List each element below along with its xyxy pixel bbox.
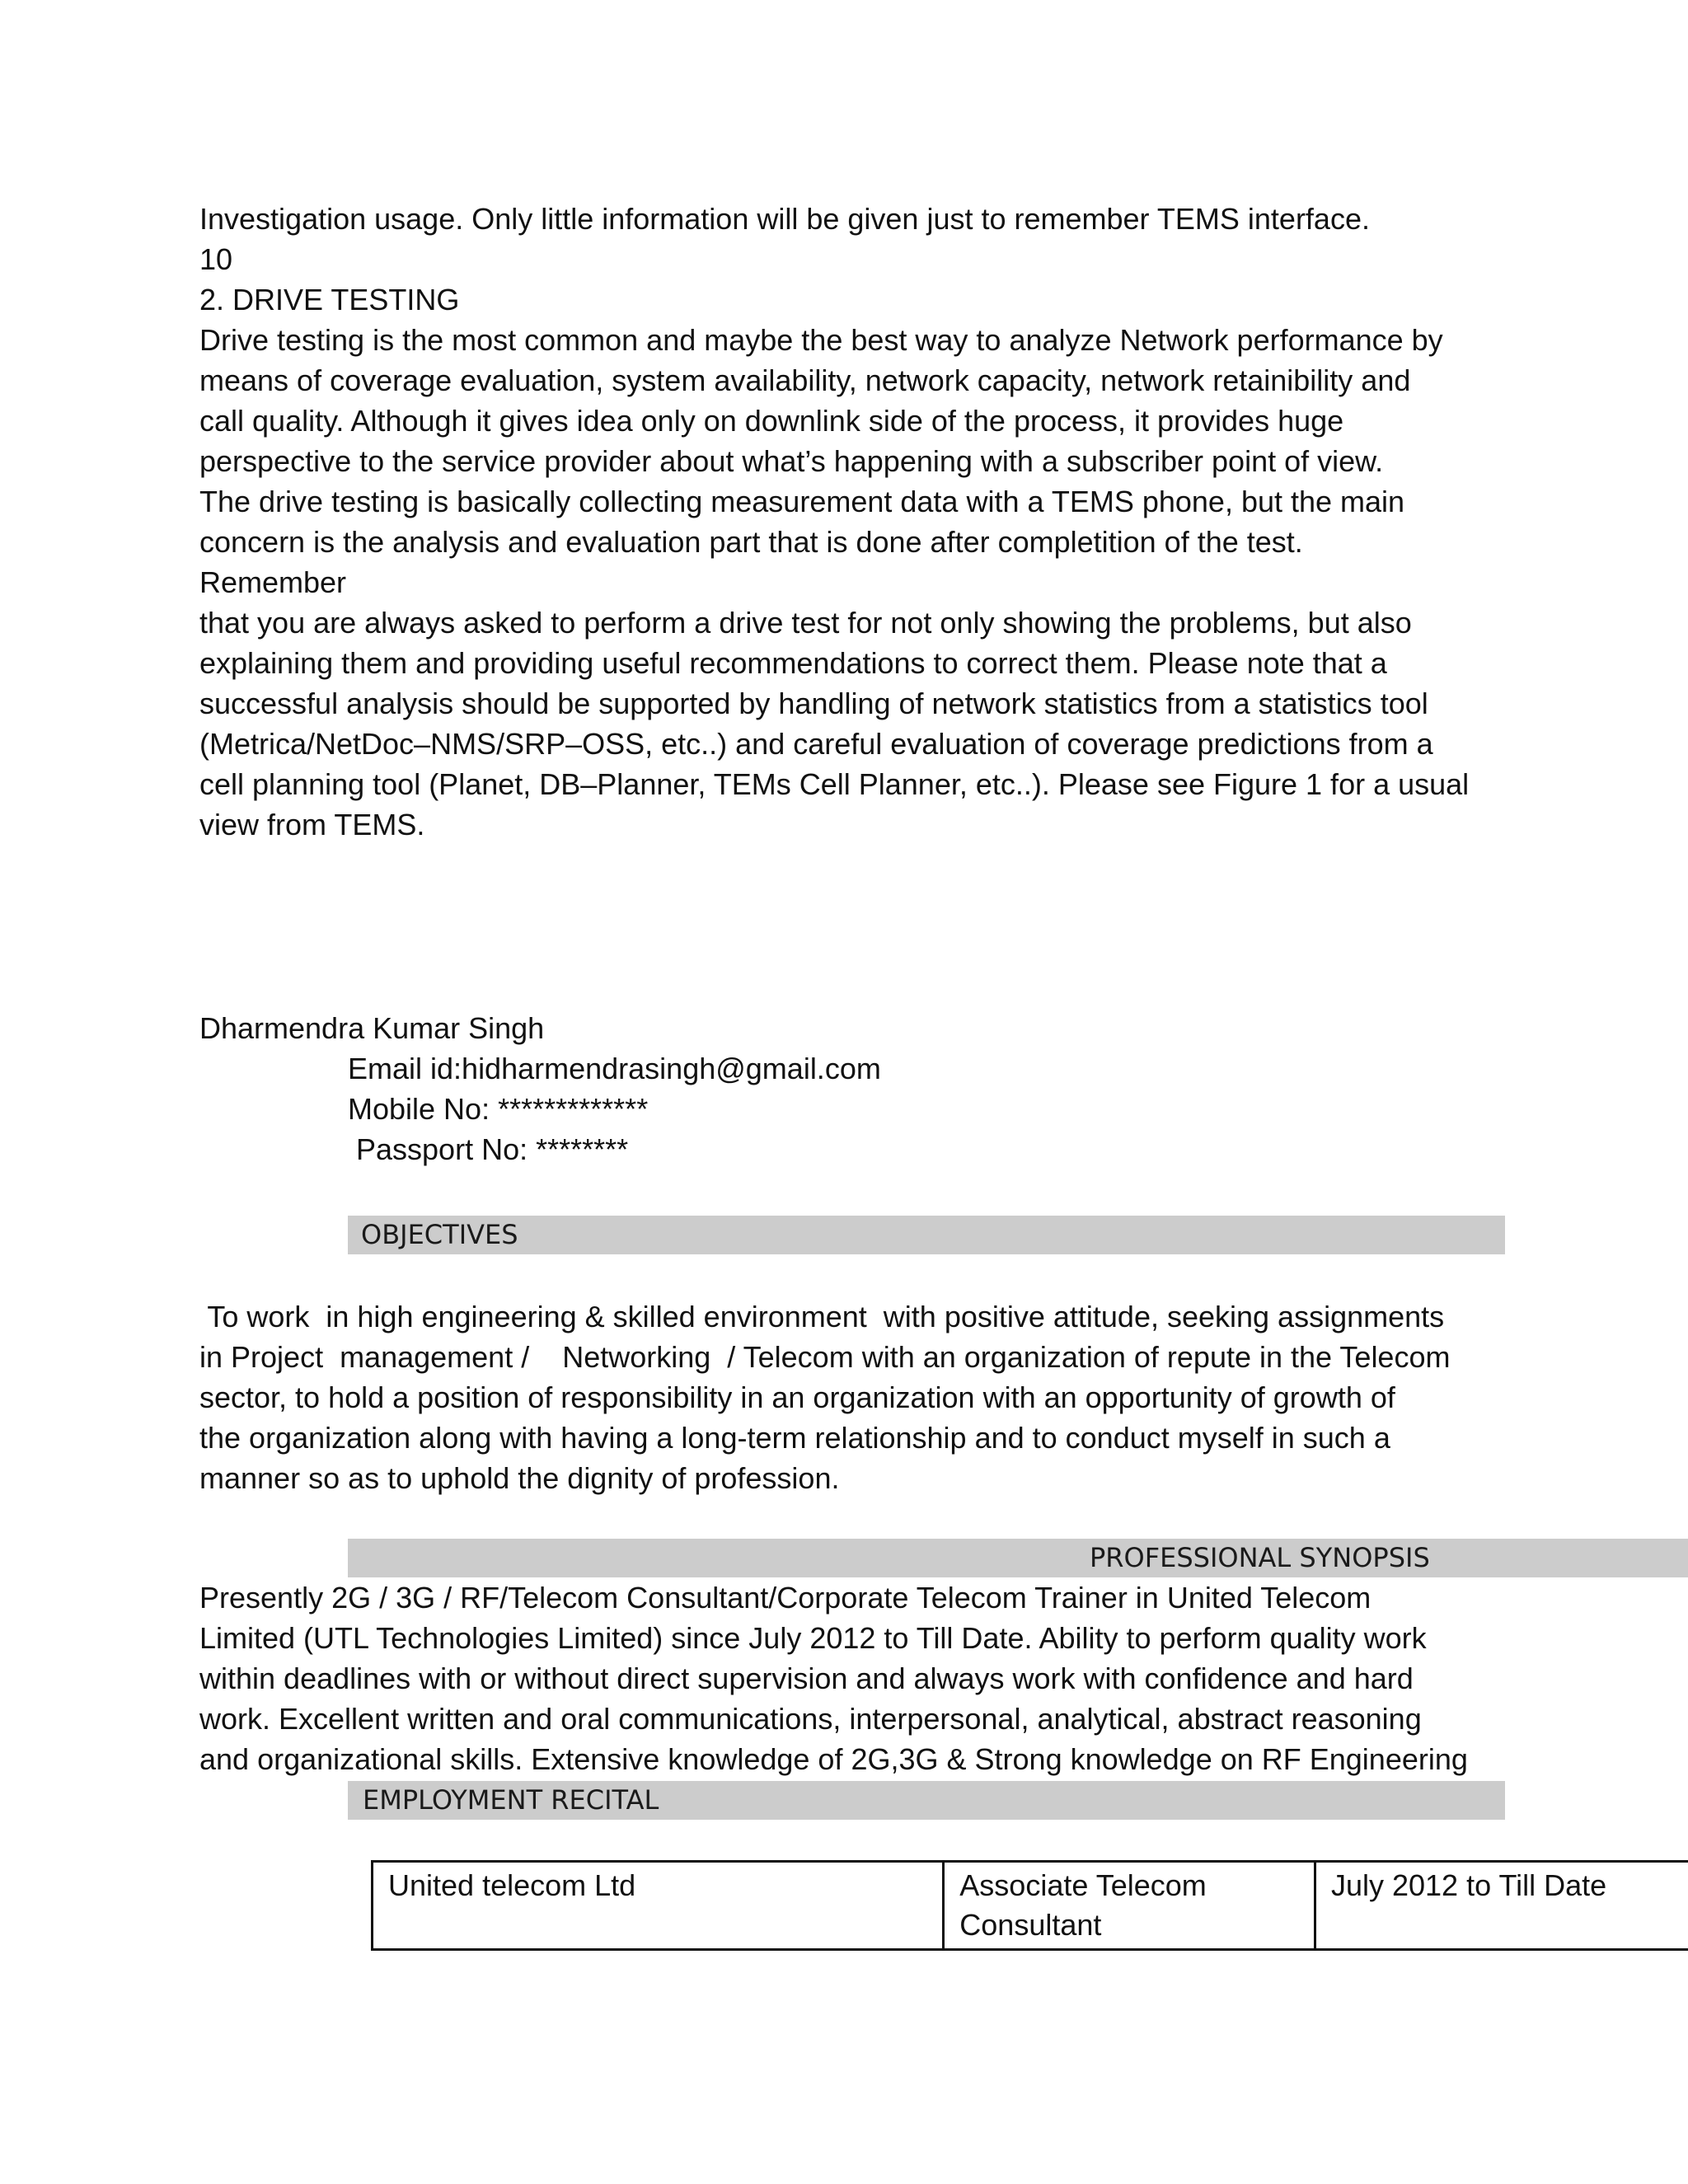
paragraph-line: manner so as to uphold the dignity of profession. bbox=[199, 1461, 840, 1495]
paragraph-line: Remember bbox=[199, 565, 347, 599]
period-cell: July 2012 to Till Date bbox=[1315, 1862, 1688, 1950]
contact-email: Email id:hidharmendrasingh@gmail.com bbox=[348, 1052, 881, 1085]
section-heading-drive-testing: 2. DRIVE TESTING bbox=[199, 283, 460, 316]
paragraph-line: means of coverage evaluation, system availability, network capacity, network retainibility and bbox=[199, 363, 1411, 397]
employment-table bbox=[371, 1860, 1688, 1951]
page-number: 10 bbox=[199, 242, 233, 276]
contact-name: Dharmendra Kumar Singh bbox=[199, 1011, 545, 1045]
contact-passport: Passport No: ******** bbox=[356, 1132, 629, 1166]
synopsis-paragraph bbox=[199, 1577, 1502, 1779]
professional-synopsis-header: PROFESSIONAL SYNOPSIS bbox=[348, 1539, 1688, 1577]
paragraph-line: Presently 2G / 3G / RF/Telecom Consultant/Corporate Telecom Trainer in United Telecom bbox=[199, 1581, 1372, 1615]
paragraph-line: the organization along with having a long-term relationship and to conduct myself in such a bbox=[199, 1421, 1390, 1455]
paragraph-line: To work in high engineering & skilled environment with positive attitude, seeking assignments bbox=[199, 1300, 1445, 1333]
contact-mobile: Mobile No: ************* bbox=[348, 1092, 649, 1126]
paragraph-line: in Project management / Networking / Telecom with an organization of repute in the Telecom bbox=[199, 1340, 1451, 1374]
paragraph-line: sector, to hold a position of responsibility in an organization with an opportunity of growth of bbox=[199, 1380, 1395, 1414]
objectives-header: OBJECTIVES bbox=[348, 1216, 1505, 1254]
paragraph-line: work. Excellent written and oral communications, interpersonal, analytical, abstract reasoning bbox=[199, 1702, 1422, 1736]
employer-cell: United telecom Ltd bbox=[373, 1862, 944, 1950]
paragraph-line: that you are always asked to perform a drive test for not only showing the problems, but also bbox=[199, 606, 1412, 640]
objectives-paragraph bbox=[199, 1296, 1502, 1498]
paragraph-line: within deadlines with or without direct supervision and always work with confidence and hard bbox=[199, 1661, 1414, 1695]
paragraph-line: call quality. Although it gives idea only on downlink side of the process, it provides huge bbox=[199, 404, 1344, 438]
paragraph-line: (Metrica/NetDoc–NMS/SRP–OSS, etc..) and careful evaluation of coverage predictions from a bbox=[199, 727, 1433, 761]
paragraph-line: successful analysis should be supported by handling of network statistics from a statistics tool bbox=[199, 687, 1428, 720]
paragraph-line: explaining them and providing useful recommendations to correct them. Please note that a bbox=[199, 646, 1387, 680]
paragraph-line: Limited (UTL Technologies Limited) since July 2012 to Till Date. Ability to perform quality work bbox=[199, 1621, 1427, 1655]
paragraph-line: Drive testing is the most common and maybe the best way to analyze Network performance by bbox=[199, 323, 1443, 357]
employment-recital-header: EMPLOYMENT RECITAL bbox=[348, 1781, 1505, 1820]
paragraph-line: The drive testing is basically collecting measurement data with a TEMS phone, but the main bbox=[199, 485, 1405, 518]
designation-cell: Associate Telecom Consultant bbox=[944, 1862, 1315, 1950]
paragraph-line: perspective to the service provider about what’s happening with a subscriber point of view. bbox=[199, 444, 1384, 478]
paragraph-line: concern is the analysis and evaluation part that is done after completition of the test. bbox=[199, 525, 1303, 559]
paragraph-line: and organizational skills. Extensive knowledge of 2G,3G & Strong knowledge on RF Engineering bbox=[199, 1742, 1468, 1776]
paragraph-line: cell planning tool (Planet, DB–Planner, TEMs Cell Planner, etc..). Please see Figure 1 for a usual bbox=[199, 767, 1470, 801]
drive-testing-paragraph bbox=[199, 320, 1502, 845]
table-row bbox=[373, 1862, 1688, 1950]
intro-line: Investigation usage. Only little information will be given just to remember TEMS interface. bbox=[199, 202, 1370, 236]
paragraph-line: view from TEMS. bbox=[199, 808, 425, 841]
